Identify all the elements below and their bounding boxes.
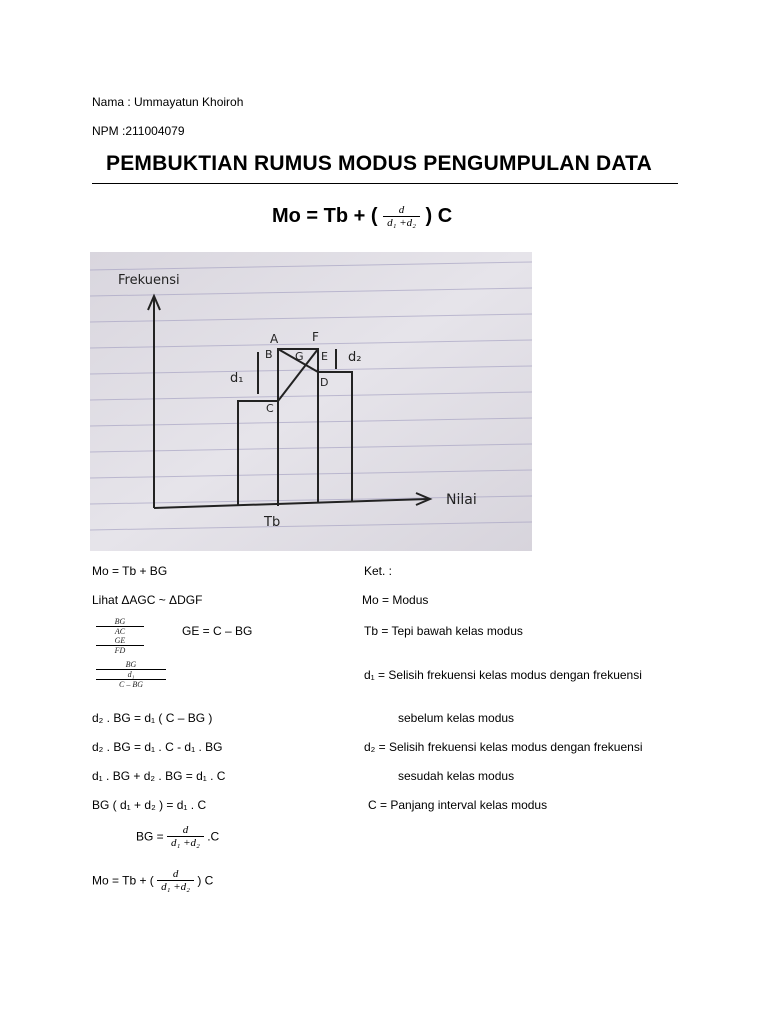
hand-drawn-histogram-photo xyxy=(90,252,532,551)
x-axis-label: Nilai xyxy=(446,492,477,508)
main-formula-denominator: d₁ +d₂ xyxy=(387,217,416,229)
small-frac2-den: C – BG xyxy=(119,680,143,689)
point-f: F xyxy=(312,330,319,344)
note-c: C = Panjang interval kelas modus xyxy=(368,798,548,812)
final-formula-prefix: Mo = Tb + ( xyxy=(92,873,154,888)
bg-formula-suffix: .C xyxy=(207,829,220,844)
student-npm: NPM :211004079 xyxy=(92,124,185,138)
point-a: A xyxy=(270,332,279,346)
main-formula xyxy=(272,204,452,229)
bg-formula-fraction xyxy=(167,824,204,849)
small-fraction-1 xyxy=(96,617,144,655)
bg-formula-numerator: d xyxy=(167,824,204,837)
notes-heading: Ket. : xyxy=(364,564,393,578)
title-underline xyxy=(92,183,678,184)
proof-line-6: BG ( d₁ + d₂ ) = d₁ . C xyxy=(92,798,207,812)
point-d: D xyxy=(320,376,329,389)
final-formula-fraction xyxy=(157,868,194,893)
note-d2-cont: sesudah kelas modus xyxy=(398,769,515,783)
note-d1: d₁ = Selisih frekuensi kelas modus dengan frekuensi xyxy=(364,668,642,682)
final-formula xyxy=(92,868,213,893)
y-axis-label: Frekuensi xyxy=(118,273,180,288)
small-frac1b-num: GE xyxy=(96,636,144,646)
proof-line-1: Mo = Tb + BG xyxy=(92,564,168,578)
ge-equation: GE = C – BG xyxy=(182,624,253,638)
note-d1-cont: sebelum kelas modus xyxy=(398,711,515,725)
proof-line-2: Lihat ΔAGC ~ ΔDGF xyxy=(92,593,203,607)
student-name: Nama : Ummayatun Khoiroh xyxy=(92,95,244,109)
note-mo: Mo = Modus xyxy=(362,593,429,607)
small-frac1-den: AC xyxy=(114,627,126,636)
point-c: C xyxy=(266,402,274,415)
final-formula-suffix: ) C xyxy=(197,873,214,888)
main-formula-prefix: Mo = Tb + ( xyxy=(272,204,378,227)
proof-line-4: d₂ . BG = d₁ . C - d₁ . BG xyxy=(92,740,223,754)
note-tb: Tb = Tepi bawah kelas modus xyxy=(364,624,523,638)
d2-label: d₂ xyxy=(348,350,362,365)
proof-line-3: d₂ . BG = d₁ ( C – BG ) xyxy=(92,711,213,725)
small-frac2-mid: d₁ xyxy=(96,670,166,680)
bg-formula xyxy=(136,824,219,849)
point-g: G xyxy=(295,350,304,363)
proof-line-5: d₁ . BG + d₂ . BG = d₁ . C xyxy=(92,769,226,783)
point-e: E xyxy=(321,350,328,363)
point-b: B xyxy=(265,348,273,361)
small-frac1-num: BG xyxy=(96,617,144,627)
small-frac1b-den: FD xyxy=(114,646,126,655)
tb-label: Tb xyxy=(264,515,281,530)
bg-formula-prefix: BG = xyxy=(136,829,164,844)
d1-label: d₁ xyxy=(230,371,244,386)
main-formula-fraction xyxy=(383,204,420,229)
final-formula-denominator: d₁ +d₂ xyxy=(161,881,190,893)
final-formula-numerator: d xyxy=(157,868,194,881)
main-formula-suffix: ) C xyxy=(425,204,453,227)
bg-formula-denominator: d₁ +d₂ xyxy=(171,837,200,849)
small-frac2-num: BG xyxy=(96,660,166,670)
small-fraction-2 xyxy=(96,660,166,689)
main-formula-numerator: d xyxy=(383,204,420,217)
page-title: PEMBUKTIAN RUMUS MODUS PENGUMPULAN DATA xyxy=(106,152,653,175)
note-d2: d₂ = Selisih frekuensi kelas modus dengan frekuensi xyxy=(364,740,643,754)
